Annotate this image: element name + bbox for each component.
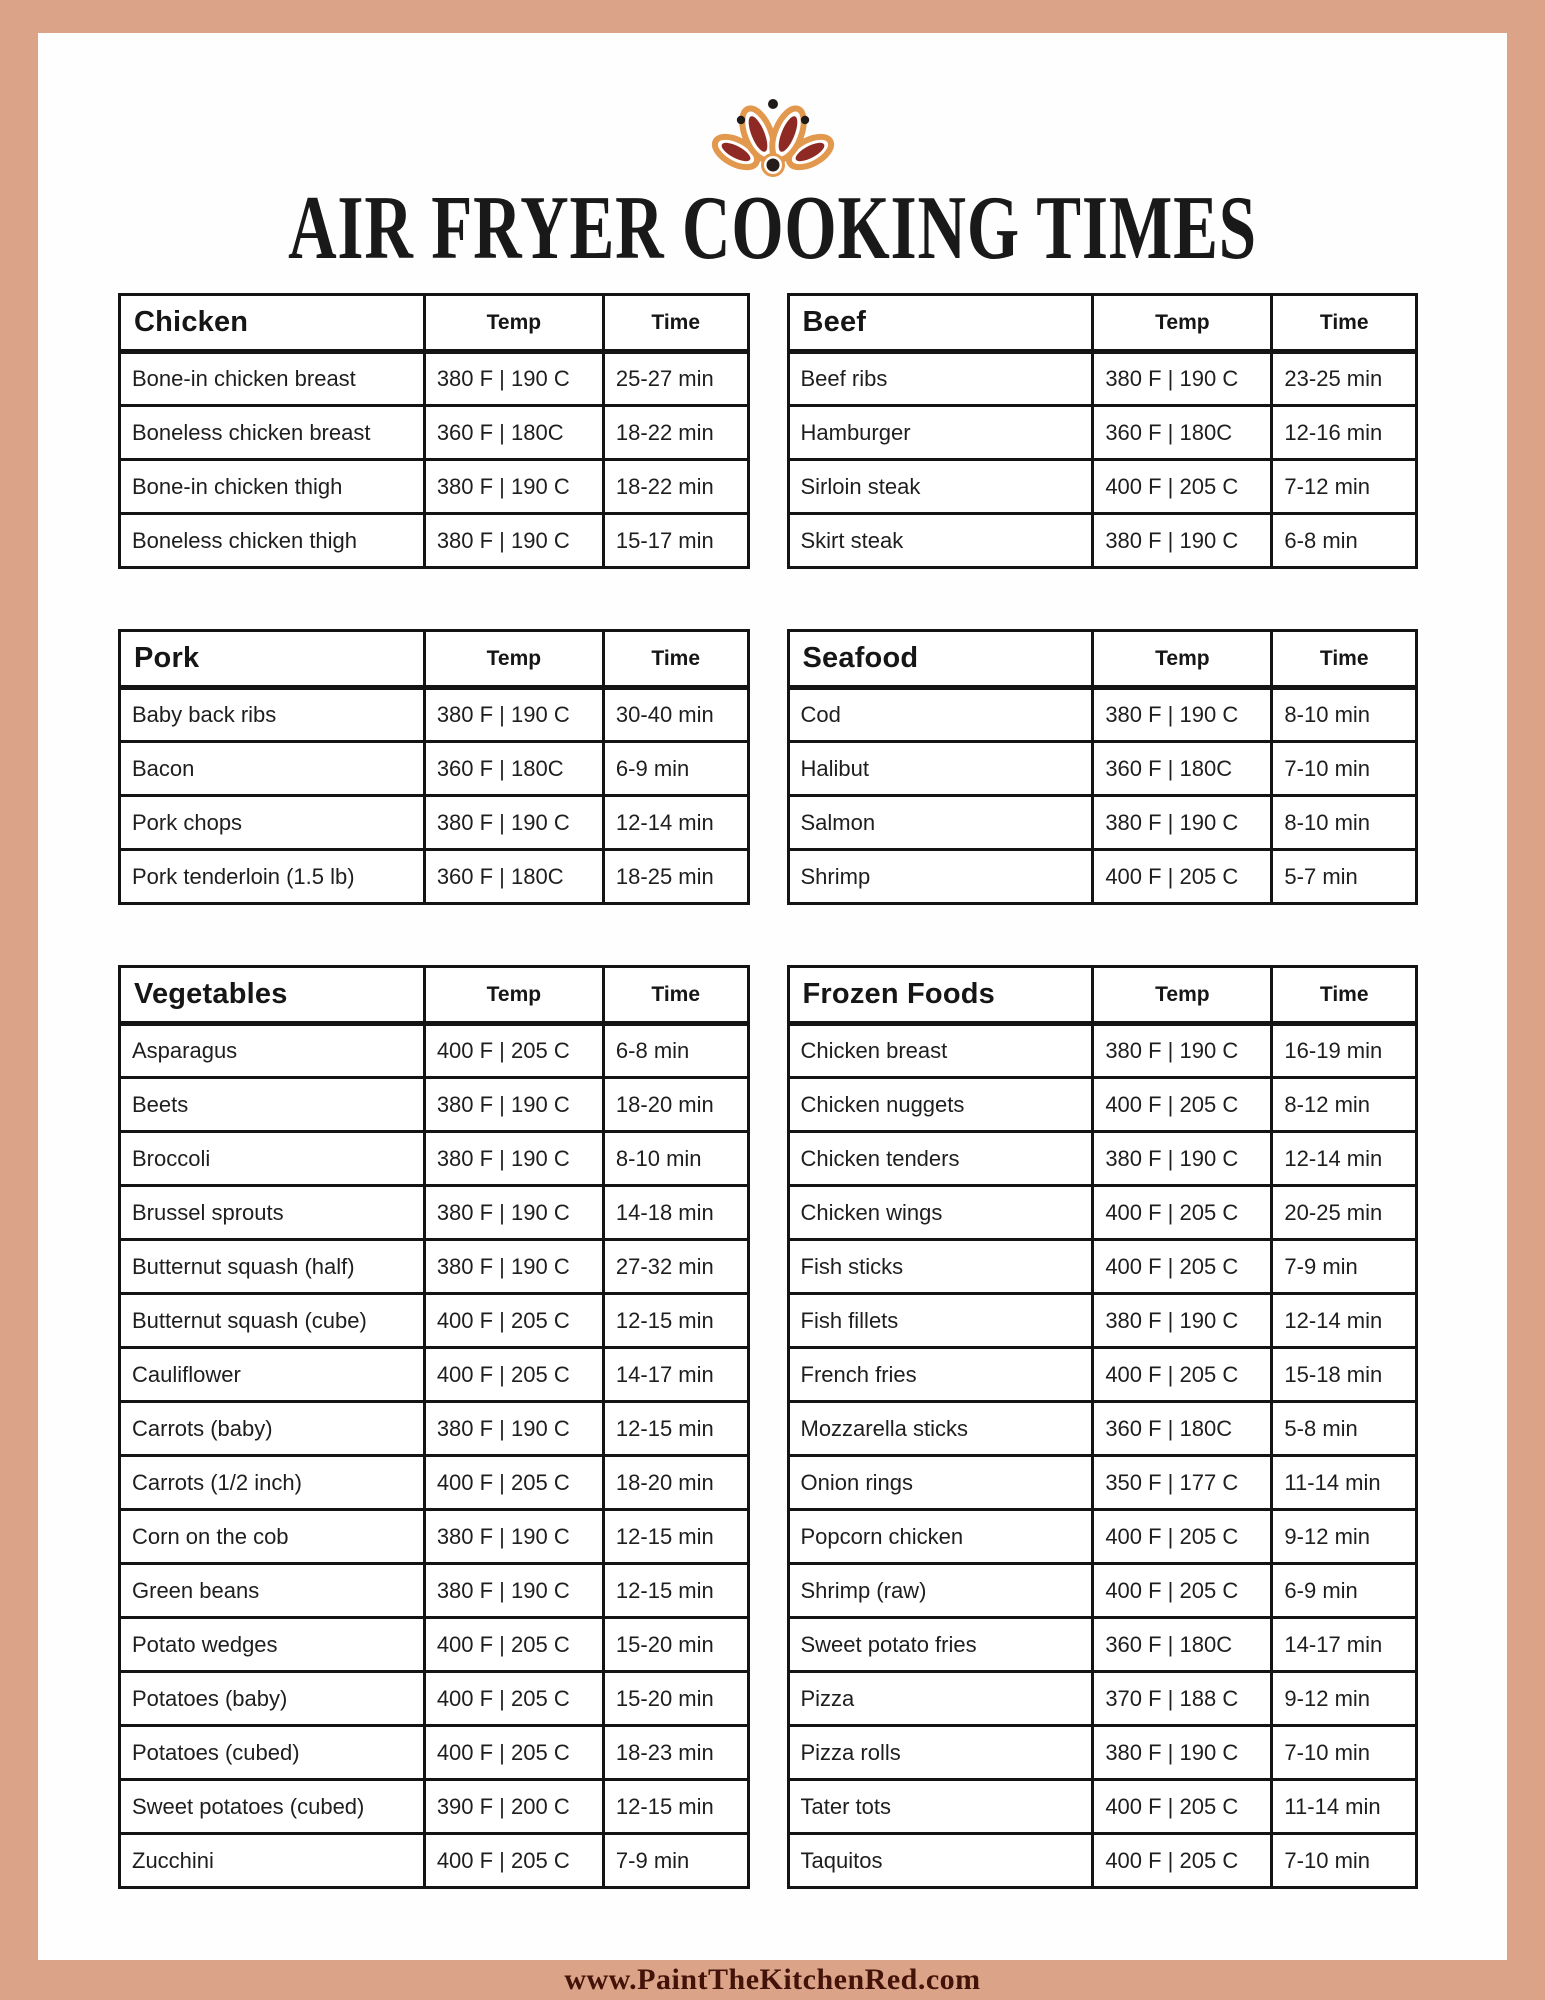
- page: [38, 33, 1507, 1960]
- time-cell: 12-15 min: [603, 1402, 748, 1456]
- time-cell: 8-10 min: [603, 1132, 748, 1186]
- food-cell: Boneless chicken thigh: [120, 514, 425, 568]
- food-cell: Taquitos: [788, 1834, 1093, 1888]
- temp-cell: 400 F | 205 C: [1093, 1780, 1272, 1834]
- temp-cell: 380 F | 190 C: [424, 1132, 603, 1186]
- table-row: [788, 1132, 1417, 1186]
- temp-column-header: Temp: [1093, 295, 1272, 352]
- table-row: [120, 1024, 749, 1078]
- table-row: [788, 1780, 1417, 1834]
- time-cell: 18-20 min: [603, 1078, 748, 1132]
- table-row: [788, 406, 1417, 460]
- temp-cell: 400 F | 205 C: [424, 1618, 603, 1672]
- chicken-table: [118, 293, 750, 569]
- time-cell: 12-15 min: [603, 1294, 748, 1348]
- table-row: [120, 460, 749, 514]
- table-row: [788, 514, 1417, 568]
- table-row: [120, 1510, 749, 1564]
- table-row: [788, 1672, 1417, 1726]
- temp-column-header: Temp: [424, 967, 603, 1024]
- temp-cell: 380 F | 190 C: [424, 796, 603, 850]
- food-cell: Chicken tenders: [788, 1132, 1093, 1186]
- table-row: [120, 1078, 749, 1132]
- time-cell: 6-9 min: [603, 742, 748, 796]
- table-row: [120, 850, 749, 904]
- food-cell: Popcorn chicken: [788, 1510, 1093, 1564]
- food-cell: Boneless chicken breast: [120, 406, 425, 460]
- table-row: [120, 1780, 749, 1834]
- temp-cell: 400 F | 205 C: [424, 1456, 603, 1510]
- time-cell: 12-16 min: [1272, 406, 1417, 460]
- food-cell: Zucchini: [120, 1834, 425, 1888]
- table-row: [788, 1024, 1417, 1078]
- table-row: [120, 1834, 749, 1888]
- time-cell: 12-14 min: [1272, 1294, 1417, 1348]
- table-row: [120, 514, 749, 568]
- table-row: [120, 1672, 749, 1726]
- footer-bar: [0, 1960, 1545, 2000]
- table-row: [788, 850, 1417, 904]
- time-column-header: Time: [603, 631, 748, 688]
- temp-column-header: Temp: [1093, 967, 1272, 1024]
- temp-cell: 380 F | 190 C: [1093, 796, 1272, 850]
- table-row: [788, 1402, 1417, 1456]
- food-cell: Fish fillets: [788, 1294, 1093, 1348]
- time-cell: 7-12 min: [1272, 460, 1417, 514]
- food-cell: Hamburger: [788, 406, 1093, 460]
- temp-cell: 380 F | 190 C: [424, 1510, 603, 1564]
- food-cell: Potatoes (cubed): [120, 1726, 425, 1780]
- food-cell: Salmon: [788, 796, 1093, 850]
- temp-cell: 360 F | 180C: [1093, 742, 1272, 796]
- temp-cell: 380 F | 190 C: [1093, 514, 1272, 568]
- table-row: [788, 1078, 1417, 1132]
- time-cell: 14-17 min: [1272, 1618, 1417, 1672]
- table-row: [788, 1510, 1417, 1564]
- time-cell: 15-18 min: [1272, 1348, 1417, 1402]
- food-cell: Pizza rolls: [788, 1726, 1093, 1780]
- food-cell: Bone-in chicken thigh: [120, 460, 425, 514]
- temp-cell: 400 F | 205 C: [424, 1348, 603, 1402]
- time-cell: 30-40 min: [603, 688, 748, 742]
- temp-cell: 400 F | 205 C: [1093, 1564, 1272, 1618]
- table-row: [788, 796, 1417, 850]
- food-cell: Bacon: [120, 742, 425, 796]
- temp-cell: 380 F | 190 C: [1093, 1726, 1272, 1780]
- food-cell: Butternut squash (half): [120, 1240, 425, 1294]
- time-cell: 11-14 min: [1272, 1456, 1417, 1510]
- time-cell: 12-15 min: [603, 1780, 748, 1834]
- food-cell: Chicken wings: [788, 1186, 1093, 1240]
- table-row: [120, 1402, 749, 1456]
- temp-cell: 400 F | 205 C: [1093, 460, 1272, 514]
- time-cell: 7-10 min: [1272, 742, 1417, 796]
- food-cell: Skirt steak: [788, 514, 1093, 568]
- time-cell: 18-20 min: [603, 1456, 748, 1510]
- time-cell: 6-9 min: [1272, 1564, 1417, 1618]
- frozen-foods-table: [787, 965, 1419, 1889]
- temp-cell: 400 F | 205 C: [424, 1726, 603, 1780]
- food-cell: French fries: [788, 1348, 1093, 1402]
- food-cell: Sirloin steak: [788, 460, 1093, 514]
- table-header-row: [120, 631, 749, 688]
- time-cell: 20-25 min: [1272, 1186, 1417, 1240]
- table-row: [788, 1726, 1417, 1780]
- table-row: [788, 1186, 1417, 1240]
- table-row: [788, 742, 1417, 796]
- food-cell: Potato wedges: [120, 1618, 425, 1672]
- temp-cell: 360 F | 180C: [1093, 1402, 1272, 1456]
- temp-cell: 360 F | 180C: [1093, 406, 1272, 460]
- table-row: [788, 1240, 1417, 1294]
- temp-cell: 400 F | 205 C: [424, 1024, 603, 1078]
- time-cell: 18-25 min: [603, 850, 748, 904]
- time-cell: 5-7 min: [1272, 850, 1417, 904]
- food-cell: Shrimp: [788, 850, 1093, 904]
- time-cell: 16-19 min: [1272, 1024, 1417, 1078]
- table-row: [788, 1456, 1417, 1510]
- temp-cell: 350 F | 177 C: [1093, 1456, 1272, 1510]
- time-column-header: Time: [603, 295, 748, 352]
- food-cell: Sweet potatoes (cubed): [120, 1780, 425, 1834]
- time-cell: 6-8 min: [603, 1024, 748, 1078]
- time-cell: 8-12 min: [1272, 1078, 1417, 1132]
- temp-cell: 400 F | 205 C: [1093, 1186, 1272, 1240]
- temp-cell: 400 F | 205 C: [1093, 1240, 1272, 1294]
- time-cell: 18-22 min: [603, 460, 748, 514]
- time-column-header: Time: [1272, 967, 1417, 1024]
- food-cell: Chicken breast: [788, 1024, 1093, 1078]
- category-header: Vegetables: [120, 967, 425, 1024]
- temp-column-header: Temp: [424, 631, 603, 688]
- food-cell: Mozzarella sticks: [788, 1402, 1093, 1456]
- table-row: [120, 1240, 749, 1294]
- temp-cell: 380 F | 190 C: [424, 352, 603, 406]
- temp-cell: 380 F | 190 C: [1093, 1294, 1272, 1348]
- table-row: [788, 1618, 1417, 1672]
- category-header: Seafood: [788, 631, 1093, 688]
- vegetables-table: [118, 965, 750, 1889]
- temp-cell: 400 F | 205 C: [1093, 1510, 1272, 1564]
- temp-cell: 380 F | 190 C: [424, 688, 603, 742]
- table-row: [120, 1456, 749, 1510]
- temp-cell: 370 F | 188 C: [1093, 1672, 1272, 1726]
- table-row: [120, 406, 749, 460]
- temp-cell: 380 F | 190 C: [1093, 688, 1272, 742]
- time-cell: 23-25 min: [1272, 352, 1417, 406]
- food-cell: Tater tots: [788, 1780, 1093, 1834]
- food-cell: Corn on the cob: [120, 1510, 425, 1564]
- food-cell: Broccoli: [120, 1132, 425, 1186]
- food-cell: Beets: [120, 1078, 425, 1132]
- table-row: [788, 1294, 1417, 1348]
- time-column-header: Time: [603, 967, 748, 1024]
- time-cell: 9-12 min: [1272, 1510, 1417, 1564]
- time-cell: 7-10 min: [1272, 1834, 1417, 1888]
- food-cell: Cauliflower: [120, 1348, 425, 1402]
- time-cell: 6-8 min: [1272, 514, 1417, 568]
- temp-cell: 400 F | 205 C: [424, 1672, 603, 1726]
- temp-cell: 390 F | 200 C: [424, 1780, 603, 1834]
- table-row: [120, 352, 749, 406]
- food-cell: Sweet potato fries: [788, 1618, 1093, 1672]
- category-header: Beef: [788, 295, 1093, 352]
- food-cell: Potatoes (baby): [120, 1672, 425, 1726]
- table-header-row: [120, 967, 749, 1024]
- time-cell: 15-17 min: [603, 514, 748, 568]
- food-cell: Halibut: [788, 742, 1093, 796]
- table-row: [120, 1186, 749, 1240]
- table-row: [120, 1294, 749, 1348]
- table-row: [788, 1564, 1417, 1618]
- temp-cell: 380 F | 190 C: [1093, 352, 1272, 406]
- temp-cell: 400 F | 205 C: [1093, 1348, 1272, 1402]
- pork-table: [118, 629, 750, 905]
- temp-cell: 380 F | 190 C: [424, 1240, 603, 1294]
- temp-cell: 400 F | 205 C: [424, 1294, 603, 1348]
- temp-cell: 380 F | 190 C: [424, 1078, 603, 1132]
- page-header: [38, 33, 1507, 293]
- temp-cell: 380 F | 190 C: [424, 1402, 603, 1456]
- table-header-row: [788, 295, 1417, 352]
- table-row: [120, 1348, 749, 1402]
- time-cell: 15-20 min: [603, 1618, 748, 1672]
- temp-cell: 380 F | 190 C: [424, 460, 603, 514]
- food-cell: Butternut squash (cube): [120, 1294, 425, 1348]
- table-header-row: [788, 967, 1417, 1024]
- food-cell: Pizza: [788, 1672, 1093, 1726]
- time-cell: 7-9 min: [1272, 1240, 1417, 1294]
- time-cell: 14-17 min: [603, 1348, 748, 1402]
- time-cell: 12-14 min: [603, 796, 748, 850]
- temp-cell: 380 F | 190 C: [424, 514, 603, 568]
- temp-cell: 380 F | 190 C: [424, 1186, 603, 1240]
- food-cell: Beef ribs: [788, 352, 1093, 406]
- category-header: Pork: [120, 631, 425, 688]
- time-cell: 18-23 min: [603, 1726, 748, 1780]
- table-row: [788, 688, 1417, 742]
- food-cell: Asparagus: [120, 1024, 425, 1078]
- food-cell: Onion rings: [788, 1456, 1093, 1510]
- lotus-logo-icon: [706, 97, 840, 179]
- table-row: [120, 1726, 749, 1780]
- temp-column-header: Temp: [1093, 631, 1272, 688]
- table-row: [120, 1564, 749, 1618]
- food-cell: Carrots (1/2 inch): [120, 1456, 425, 1510]
- time-column-header: Time: [1272, 631, 1417, 688]
- table-row: [788, 1348, 1417, 1402]
- category-header: Chicken: [120, 295, 425, 352]
- time-cell: 11-14 min: [1272, 1780, 1417, 1834]
- time-cell: 12-14 min: [1272, 1132, 1417, 1186]
- category-header: Frozen Foods: [788, 967, 1093, 1024]
- beef-table: [787, 293, 1419, 569]
- time-cell: 5-8 min: [1272, 1402, 1417, 1456]
- food-cell: Brussel sprouts: [120, 1186, 425, 1240]
- temp-cell: 360 F | 180C: [424, 406, 603, 460]
- time-cell: 15-20 min: [603, 1672, 748, 1726]
- time-cell: 8-10 min: [1272, 688, 1417, 742]
- temp-cell: 360 F | 180C: [1093, 1618, 1272, 1672]
- time-cell: 25-27 min: [603, 352, 748, 406]
- temp-column-header: Temp: [424, 295, 603, 352]
- time-column-header: Time: [1272, 295, 1417, 352]
- temp-cell: 400 F | 205 C: [1093, 1078, 1272, 1132]
- table-row: [120, 742, 749, 796]
- time-cell: 12-15 min: [603, 1510, 748, 1564]
- food-cell: Bone-in chicken breast: [120, 352, 425, 406]
- table-row: [788, 1834, 1417, 1888]
- tables-grid: [118, 293, 1418, 1889]
- page-title: AIR FRYER COOKING TIMES: [288, 178, 1257, 279]
- time-cell: 18-22 min: [603, 406, 748, 460]
- food-cell: Shrimp (raw): [788, 1564, 1093, 1618]
- table-row: [120, 688, 749, 742]
- food-cell: Pork tenderloin (1.5 lb): [120, 850, 425, 904]
- seafood-table: [787, 629, 1419, 905]
- footer-url: www.PaintTheKitchenRed.com: [564, 1963, 981, 1996]
- temp-cell: 380 F | 190 C: [424, 1564, 603, 1618]
- temp-cell: 380 F | 190 C: [1093, 1132, 1272, 1186]
- temp-cell: 400 F | 205 C: [1093, 850, 1272, 904]
- table-row: [120, 1132, 749, 1186]
- food-cell: Baby back ribs: [120, 688, 425, 742]
- food-cell: Cod: [788, 688, 1093, 742]
- time-cell: 27-32 min: [603, 1240, 748, 1294]
- time-cell: 14-18 min: [603, 1186, 748, 1240]
- table-row: [788, 460, 1417, 514]
- temp-cell: 400 F | 205 C: [1093, 1834, 1272, 1888]
- time-cell: 12-15 min: [603, 1564, 748, 1618]
- food-cell: Pork chops: [120, 796, 425, 850]
- temp-cell: 400 F | 205 C: [424, 1834, 603, 1888]
- temp-cell: 360 F | 180C: [424, 742, 603, 796]
- food-cell: Green beans: [120, 1564, 425, 1618]
- table-row: [788, 352, 1417, 406]
- temp-cell: 380 F | 190 C: [1093, 1024, 1272, 1078]
- time-cell: 9-12 min: [1272, 1672, 1417, 1726]
- table-row: [120, 796, 749, 850]
- food-cell: Carrots (baby): [120, 1402, 425, 1456]
- table-header-row: [788, 631, 1417, 688]
- time-cell: 8-10 min: [1272, 796, 1417, 850]
- time-cell: 7-10 min: [1272, 1726, 1417, 1780]
- food-cell: Chicken nuggets: [788, 1078, 1093, 1132]
- time-cell: 7-9 min: [603, 1834, 748, 1888]
- temp-cell: 360 F | 180C: [424, 850, 603, 904]
- table-row: [120, 1618, 749, 1672]
- table-header-row: [120, 295, 749, 352]
- food-cell: Fish sticks: [788, 1240, 1093, 1294]
